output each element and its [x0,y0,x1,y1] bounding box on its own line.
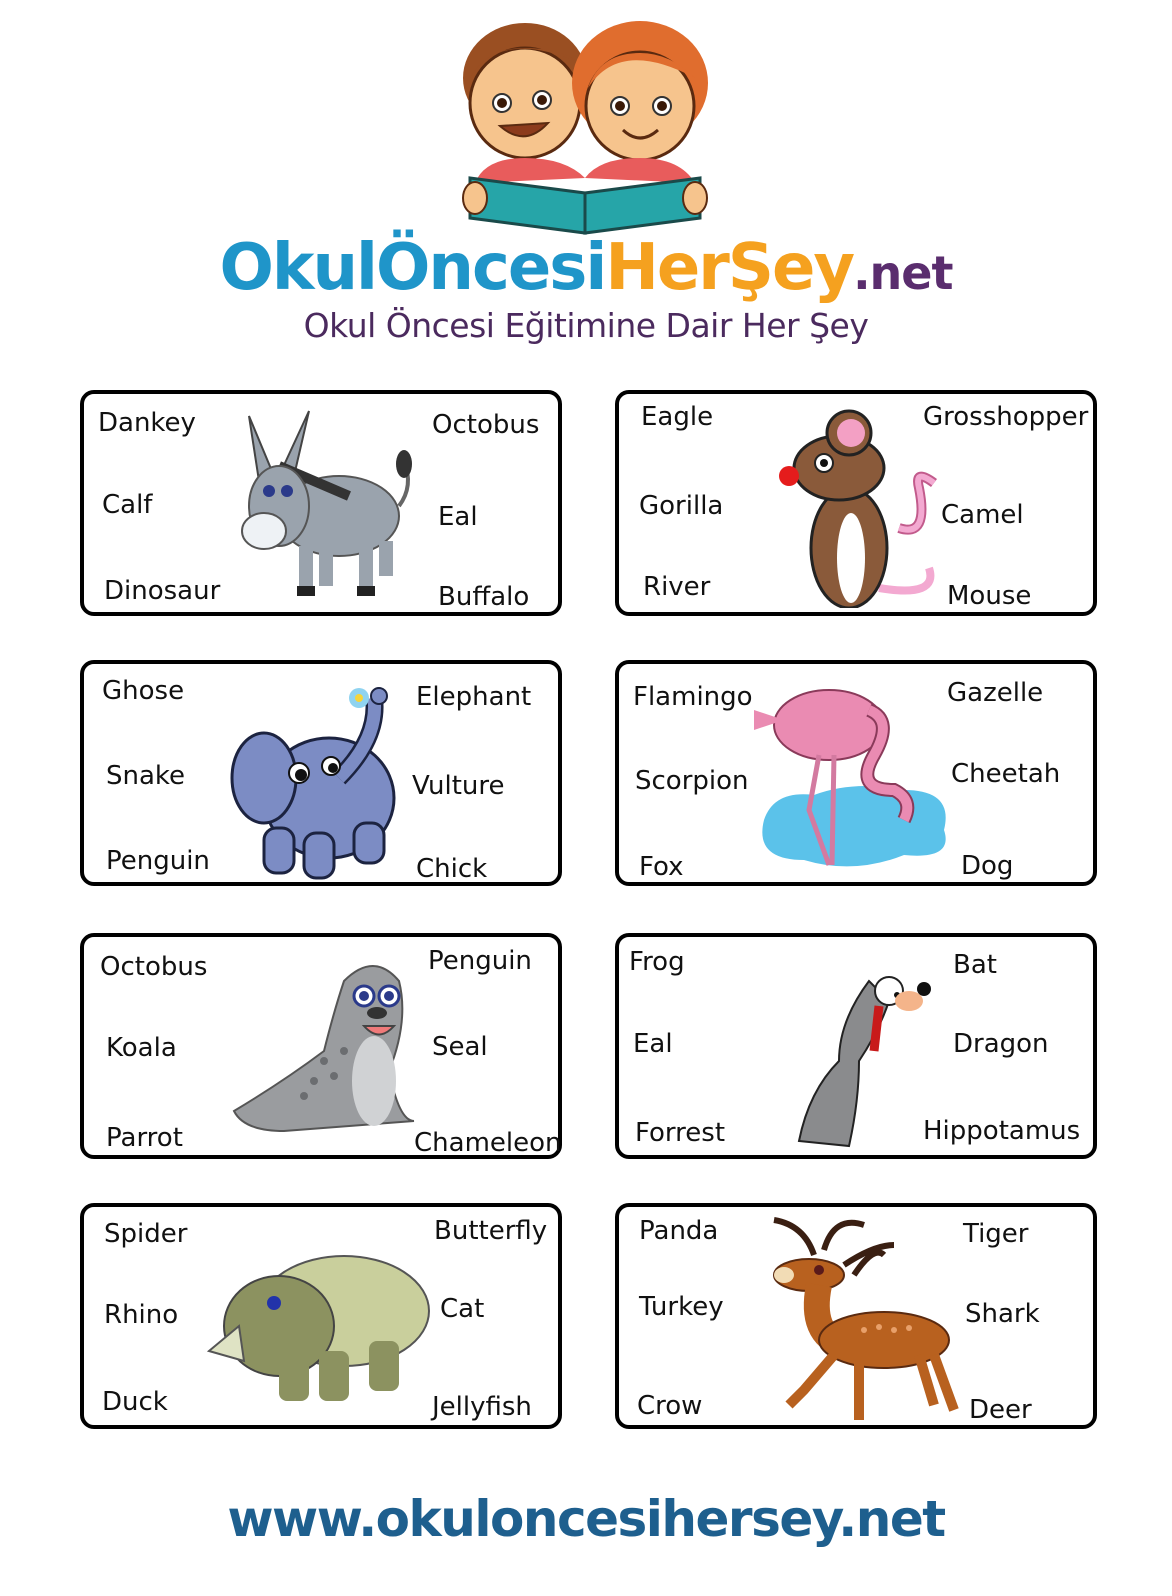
word-option: Snake [106,761,186,791]
word-option: Chick [416,854,488,884]
word-option: Butterfly [434,1216,548,1246]
word-option: Hippotamus [923,1116,1081,1146]
card-elephant [80,660,562,886]
word-option: Crow [637,1391,703,1421]
card-donkey [80,390,562,616]
word-option: Buffalo [438,582,530,612]
word-option: Spider [104,1219,188,1249]
word-option: Eal [438,502,478,532]
card-mouse [615,390,1097,616]
word-option: Turkey [639,1292,724,1322]
brand-net: .net [853,246,953,300]
donkey-icon [219,406,419,606]
elephant-icon [229,678,409,888]
word-option: Koala [106,1033,177,1063]
tagline: Okul Öncesi Eğitimine Dair Her Şey [303,306,869,345]
word-option: Dankey [98,408,196,438]
footer-website-url[interactable]: www.okuloncesihersey.net [227,1490,945,1548]
word-option: Jellyfish [432,1392,532,1422]
word-option: Elephant [416,682,532,712]
word-option: Eagle [641,402,714,432]
word-option: Eal [633,1029,673,1059]
word-option: Cat [440,1294,485,1324]
word-option: Parrot [106,1123,183,1153]
word-option: Frog [629,947,685,977]
word-option: Bat [953,950,997,980]
flamingo-icon [754,680,954,880]
word-option: Calf [102,490,153,520]
word-option: Deer [969,1395,1032,1425]
deer-icon [764,1215,964,1430]
word-option: Octobus [432,410,540,440]
word-option: Panda [639,1216,719,1246]
card-deer [615,1203,1097,1429]
word-option: Penguin [106,846,210,876]
word-option: Octobus [100,952,208,982]
word-option: Dog [961,851,1014,881]
word-option: Flamingo [633,682,753,712]
word-option: Chameleon [414,1128,562,1158]
rhino-icon [204,1231,434,1411]
card-rhino [80,1203,562,1429]
word-option: Grosshopper [923,402,1089,432]
site-brand-logo [0,228,1172,313]
word-option: Penguin [428,946,532,976]
word-option: Dragon [953,1029,1049,1059]
word-option: Cheetah [951,759,1061,789]
seal-icon [224,951,424,1151]
word-option: Shark [965,1299,1040,1329]
word-option: Duck [102,1387,168,1417]
word-option: Dinosaur [104,576,221,606]
mouse-icon [779,408,949,608]
brand-hersey: HerŞey [605,231,854,305]
word-option: Gazelle [947,678,1044,708]
card-wolf [615,933,1097,1159]
word-option: River [643,572,711,602]
word-option: Vulture [412,771,505,801]
card-flamingo [615,660,1097,886]
word-option: Rhino [104,1300,179,1330]
word-option: Seal [432,1032,488,1062]
word-option: Tiger [963,1219,1029,1249]
word-option: Mouse [947,581,1032,611]
word-option: Ghose [102,676,185,706]
children-reading-book-icon [440,8,730,238]
word-option: Gorilla [639,491,724,521]
word-option: Forrest [635,1118,726,1148]
word-option: Fox [639,852,684,882]
word-option: Scorpion [635,766,749,796]
word-option: Camel [941,500,1024,530]
brand-okuloncesi: OkulÖncesi [219,231,606,305]
wolf-icon [779,961,939,1161]
card-seal [80,933,562,1159]
